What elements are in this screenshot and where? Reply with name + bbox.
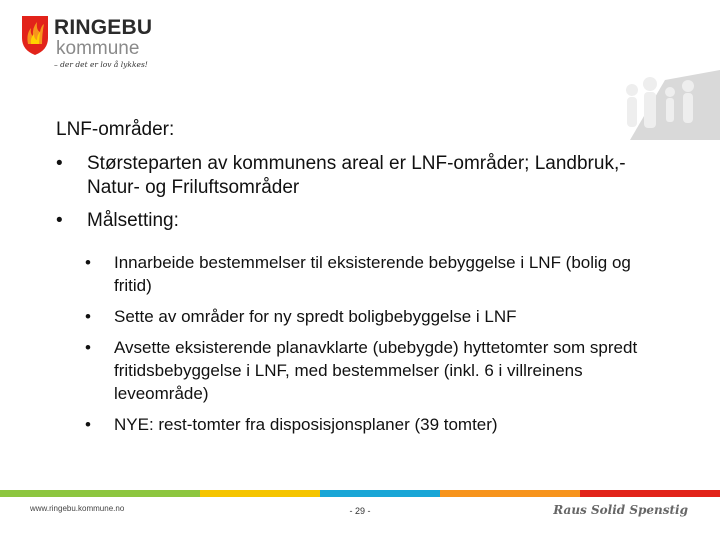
family-silhouette-icon (570, 70, 720, 140)
sub-bullet-list (85, 251, 660, 444)
logo-name: RINGEBU (54, 16, 153, 39)
ringebu-logo (20, 14, 160, 74)
flame-shield-icon (20, 14, 50, 56)
list-item: • Sette av områder for ny spredt boligbebyggelse i LNF (85, 305, 660, 328)
red-segment (580, 490, 720, 497)
orange-segment (440, 490, 580, 497)
list-item: • NYE: rest-tomter fra disposisjonsplaner (39 tomter) (85, 413, 660, 436)
footer-url[interactable]: www.ringebu.kommune.no (30, 504, 125, 513)
green-segment (0, 490, 200, 497)
logo-tagline: – der det er lov å lykkes! (54, 60, 148, 69)
list-item: • Størsteparten av kommunens areal er LNF-områder; Landbruk,- Natur- og Friluftsområder (56, 152, 666, 200)
slide-heading: LNF-områder: (56, 119, 175, 140)
page-number: - 29 - (349, 506, 371, 516)
footer-color-bar (0, 490, 720, 497)
main-bullet-list (56, 152, 666, 242)
footer-slogan: Raus Solid Spenstig (553, 503, 688, 517)
yellow-segment (200, 490, 320, 497)
list-item: • Innarbeide bestemmelser til eksisterende bebyggelse i LNF (bolig og fritid) (85, 251, 660, 297)
list-item: • Avsette eksisterende planavklarte (ubebygde) hyttetomter som spredt fritidsbebyggelse i LNF, med bestemmelser (inkl. 6 i villreinens leveområde) (85, 336, 660, 405)
logo-subtitle: kommune (56, 38, 140, 59)
list-item: • Målsetting: (56, 209, 666, 233)
blue-segment (320, 490, 440, 497)
